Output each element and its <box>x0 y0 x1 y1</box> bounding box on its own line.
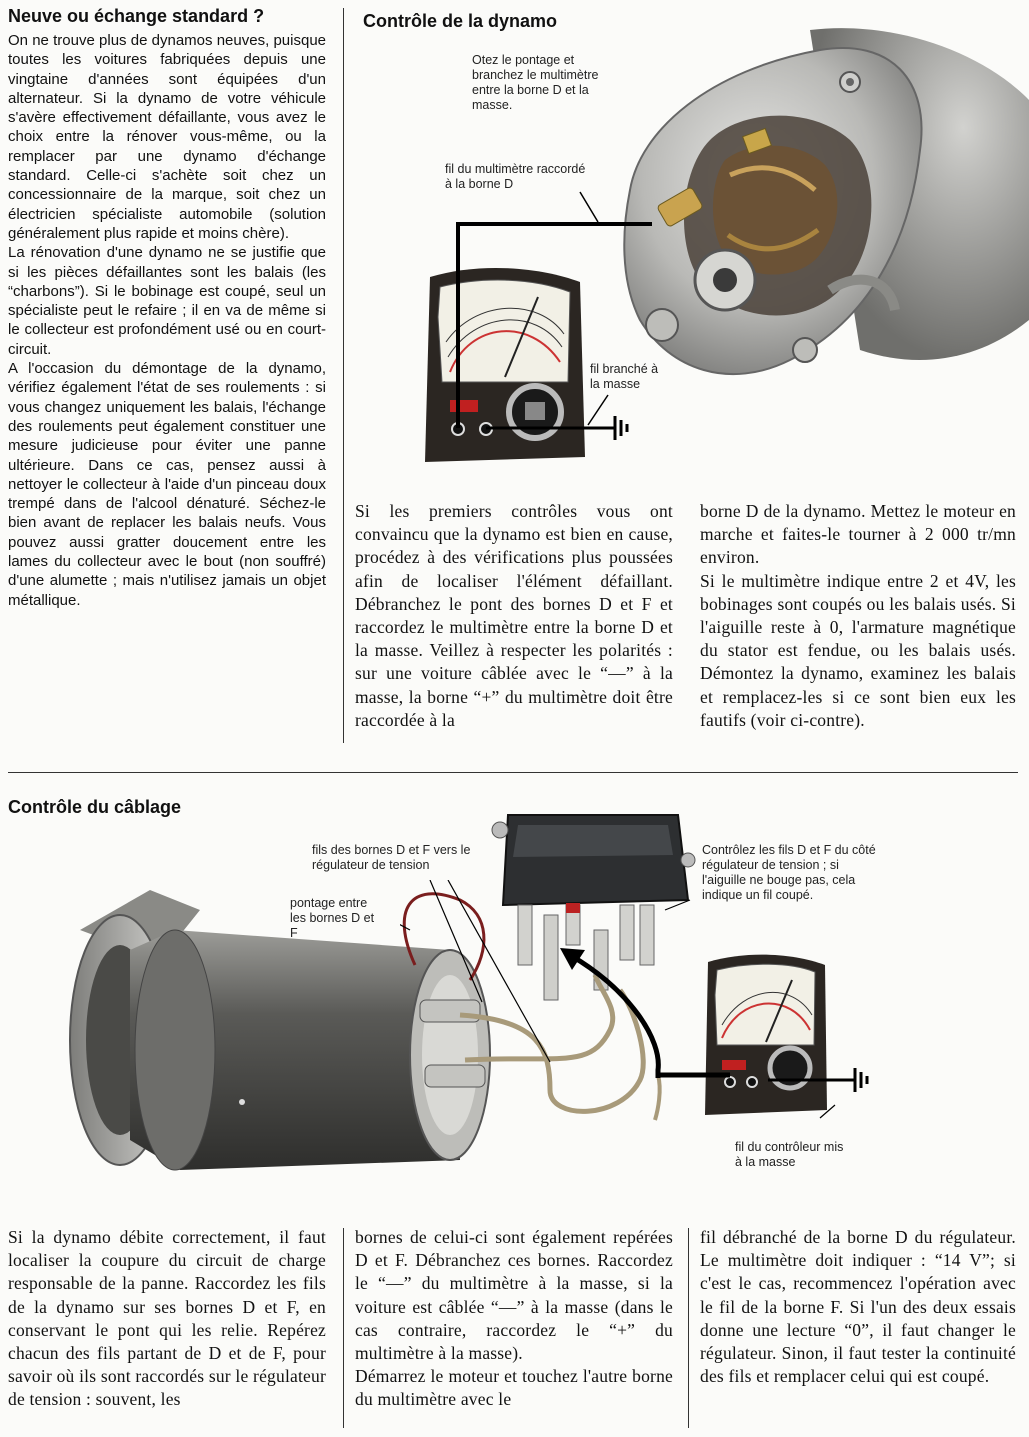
caption-wire-d: fil du multimètre raccordé à la borne D <box>445 162 586 191</box>
section-title-wiring-check: Contrôle du câblage <box>8 797 182 817</box>
left-column-body <box>8 31 326 610</box>
wiring-col2-paragraph-2: Démarrez le moteur et touchez l'autre borne du multimètre avec le <box>355 1366 673 1410</box>
wiring-col2-paragraph-1: bornes de celui-ci sont également repérées D et F. Débranchez ces bornes. Raccordez le “—” du multimètre à la masse, si la voiture est câblée “—” à la masse (dans le cas contraire, raccordez le “+” du multimètre à la masse). <box>355 1227 673 1364</box>
dynamo-col2-paragraph-2: Si le multimètre indique entre 2 et 4V, les bobinages sont coupés ou les balais usés. Si l'aiguille reste à 0, l'armature magnétique du stator est fendue, ou les balais usés. Démontez la dynamo, examinez les balais et remplacez-les si ce sont bien eux les fautifs (voir ci-contre). <box>700 570 1016 730</box>
column-divider-bottom-1 <box>343 1228 344 1428</box>
caption-tester-ground: fil du contrôleur mis à la masse <box>735 1140 844 1169</box>
dynamo-col1-paragraph: Si les premiers contrôles vous ont convaincu que la dynamo est bien en cause, procédez à des vérifications plus poussées afin de localiser l'élément défaillant. Débranchez le pont des bornes D et F et raccordez le multimètre entre la borne D et la masse. Veillez à respecter les polarités : sur une voiture câblée avec le “—” à la masse, la borne “+” du multimètre doit être raccordée à la <box>355 501 673 730</box>
left-column <box>8 6 326 610</box>
caption-check-wires: Contrôlez les fils D et F du côté régulateur de tension ; si l'aiguille ne bouge pas, cela indique un fil coupé. <box>702 843 876 902</box>
wiring-col1-paragraph: Si la dynamo débite correctement, il faut localiser la coupure du circuit de charge responsable de la panne. Raccordez les fils de la dynamo sur ses bornes D et F, en conservant le pont qui les relie. Repérez chacun des fils partant de D et de F, pour savoir où ils sont raccordés sur le régulateur de tension : souvent, les <box>8 1227 326 1410</box>
section-title-dynamo-check: Contrôle de la dynamo <box>363 11 558 31</box>
section-divider <box>8 772 1018 773</box>
wiring-text-col3 <box>700 1226 1016 1388</box>
column-divider-top <box>343 8 344 743</box>
caption-leader-lines-top <box>560 180 660 430</box>
caption-bridge-df: pontage entre les bornes D et F <box>290 896 375 940</box>
dynamo-text-col2 <box>700 500 1016 732</box>
caption-remove-bridge: Otez le pontage et branchez le multimètre entre la borne D et la masse. <box>472 53 599 112</box>
section-title-new-or-exchange: Neuve ou échange standard ? <box>8 6 265 26</box>
caption-ground-wire: fil branché à la masse <box>590 362 659 391</box>
caption-wires-df: fils des bornes D et F vers le régulateur de tension <box>312 843 471 872</box>
wiring-diagram-lines <box>400 880 880 1160</box>
dynamo-text-col1 <box>355 500 673 732</box>
wiring-text-col2 <box>355 1226 673 1412</box>
dynamo-col2-paragraph-1: borne D de la dynamo. Mettez le moteur en marche et faites-le tourner à 2 000 tr/mn environ. <box>700 501 1016 568</box>
left-paragraph-1: On ne trouve plus de dynamos neuves, puisque toutes les voitures fabriquées depuis une vingtaine d'années sont équipées d'un alternateur. Si la dynamo de votre véhicule s'avère effectivement défaillante, vous avez le choix entre la rénover vous-même, ou la remplacer par une dynamo d'échange standard. Celle-ci s'achète soit chez un concessionnaire de la marque, soit chez un électricien spécialiste automobile (solution généralement plus rapide et moins chère). <box>8 32 326 242</box>
left-paragraph-2: La rénovation d'une dynamo ne se justifie que si les pièces défaillantes sont les balais (les “charbons”). Si le bobinage est coupé, seul un spécialiste peut le refaire ; il en va de même si le collecteur est profondément usé ou en court-circuit. <box>8 244 326 358</box>
column-divider-bottom-2 <box>688 1228 689 1428</box>
wiring-text-col1 <box>8 1226 326 1412</box>
left-paragraph-3: A l'occasion du démontage de la dynamo, vérifiez également l'état de ses roulements : si vous changez uniquement les balais, l'échange des roulements peut également constituer une mesure judicieuse pour éviter une panne ultérieure. Dans ce cas, pensez aussi à nettoyer le collecteur à l'aide d'un pinceau doux trempé dans de l'alcool dénaturé. Séchez-le bien avant de replacer les balais neufs. Vous pouvez aussi gratter doucement entre les lames du collecteur avec le bout (non souffré) d'une alumette ; mais n'utilisez jamais un objet métallique. <box>8 360 326 609</box>
wiring-col3-paragraph: fil débranché de la borne D du régulateur. Le multimètre doit indiquer : “14 V”; si c'est le cas, recommencez l'opération avec le fil de la borne F. Si l'un des deux essais donne une lecture “0”, il faut changer le régulateur. Sinon, il faut tester la continuité des fils et remplacer celui qui est coupé. <box>700 1227 1016 1387</box>
